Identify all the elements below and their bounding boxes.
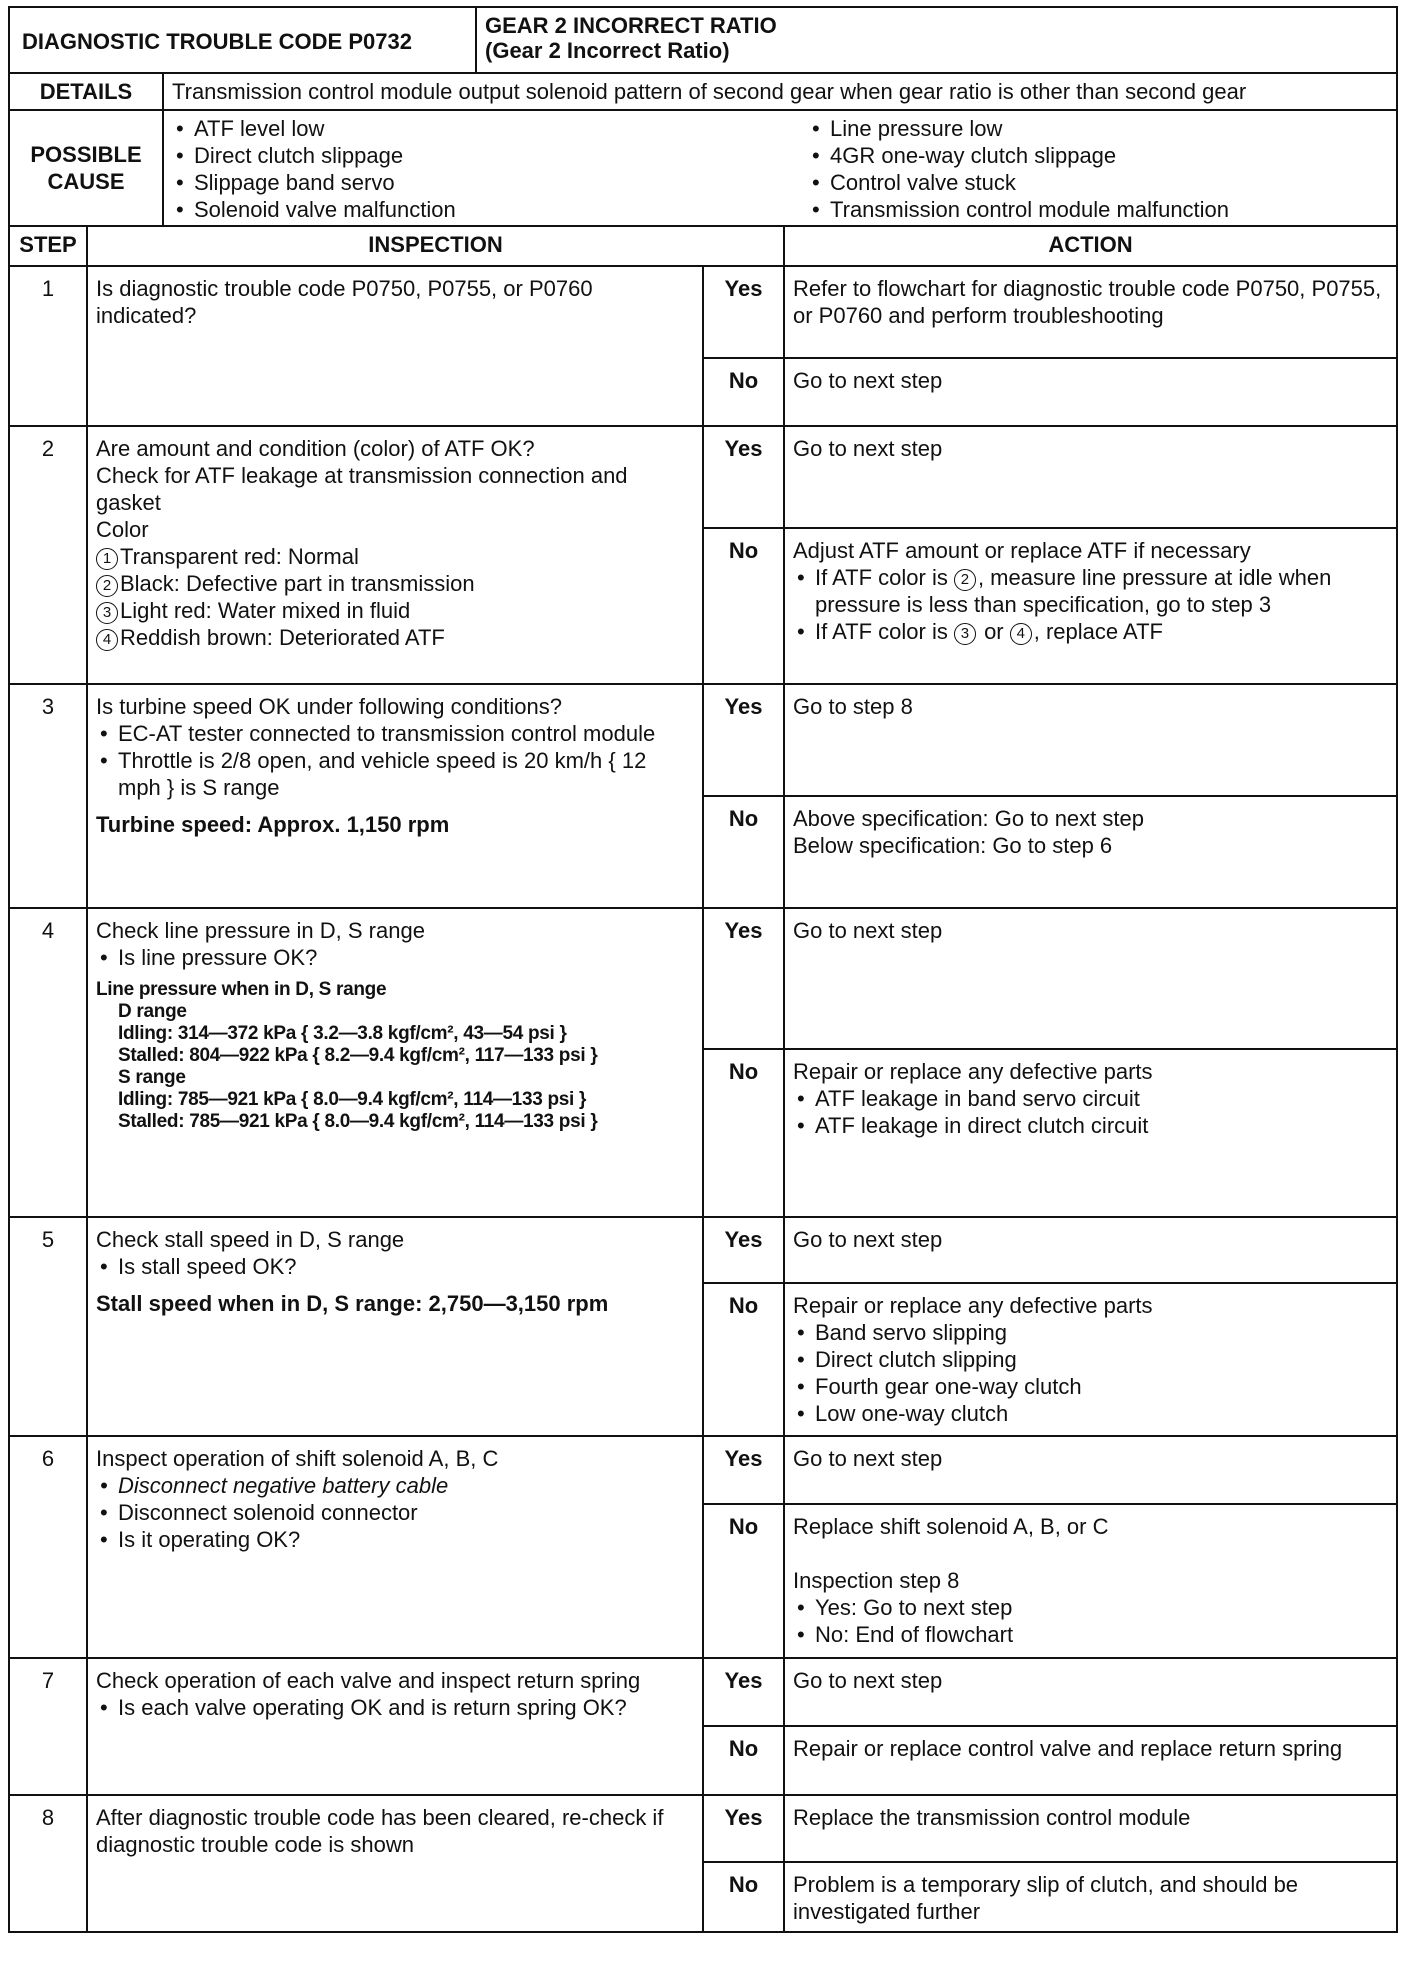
spec-value: Turbine speed: Approx. 1,150 rpm: [96, 812, 450, 837]
circled-number: 2: [96, 575, 118, 597]
yes-action: Go to next step: [784, 426, 1397, 528]
yes-label: Yes: [703, 266, 784, 358]
step-inspection: [87, 426, 703, 684]
inspection-bullets: [96, 1472, 694, 1553]
possible-cause-content: [163, 110, 1397, 226]
list-item: • ATF leakage in direct clutch circuit: [793, 1112, 1388, 1139]
list-item: • EC-AT tester connected to transmission control module: [96, 720, 694, 747]
table-row: [9, 1217, 1397, 1283]
dtc-title-line1: GEAR 2 INCORRECT RATIO: [485, 13, 777, 38]
circled-number: 2: [954, 569, 976, 591]
inspection-bullets: [96, 720, 694, 801]
step-number: 8: [9, 1795, 87, 1932]
yes-action: Go to next step: [784, 1658, 1397, 1726]
spec-title: Line pressure when in D, S range: [96, 979, 387, 1000]
table-row: [9, 426, 1397, 528]
list-item: • Is it operating OK?: [96, 1526, 694, 1553]
action-bullets: [793, 1085, 1388, 1139]
list-item: • Is line pressure OK?: [96, 944, 694, 971]
action-bullets: [793, 1594, 1388, 1648]
yes-label: Yes: [703, 684, 784, 796]
dtc-code-label: DIAGNOSTIC TROUBLE CODE P0732: [9, 7, 476, 73]
inspection-bullets: [96, 1253, 694, 1280]
action-line: Replace shift solenoid A, B, or C: [793, 1514, 1109, 1539]
list-item: • Band servo slipping: [793, 1319, 1388, 1346]
step-inspection: [87, 1658, 703, 1795]
no-action: [784, 1504, 1397, 1658]
list-item: • Transmission control module malfunction: [808, 196, 1229, 223]
no-action: Problem is a temporary slip of clutch, and should be investigated further: [784, 1862, 1397, 1932]
no-label: No: [703, 1049, 784, 1217]
column-header-step: STEP: [9, 226, 87, 266]
circled-number: 3: [954, 623, 976, 645]
step-inspection: Is diagnostic trouble code P0750, P0755, or P0760 indicated?: [87, 266, 703, 426]
list-item: • Fourth gear one-way clutch: [793, 1373, 1388, 1400]
summary-table: [8, 72, 1398, 227]
action-line: Repair or replace any defective parts: [793, 1293, 1153, 1318]
no-label: No: [703, 358, 784, 426]
yes-label: Yes: [703, 908, 784, 1049]
table-row: [9, 684, 1397, 796]
color-item: [96, 570, 694, 597]
list-item: • Slippage band servo: [172, 169, 812, 196]
spec-value: Stall speed when in D, S range: 2,750—3,150 rpm: [96, 1291, 609, 1316]
details-label: DETAILS: [9, 73, 163, 110]
step-inspection: [87, 1436, 703, 1658]
list-item: • Direct clutch slipping: [793, 1346, 1388, 1373]
column-header-action: ACTION: [784, 226, 1397, 266]
step-number: 3: [9, 684, 87, 908]
list-item: • 4GR one-way clutch slippage: [808, 142, 1229, 169]
dtc-title-line2: (Gear 2 Incorrect Ratio): [485, 38, 730, 63]
inspection-line: Check line pressure in D, S range: [96, 918, 425, 943]
color-item: [96, 543, 694, 570]
color-text: Black: Defective part in transmission: [120, 571, 475, 596]
yes-label: Yes: [703, 1217, 784, 1283]
action-line: Above specification: Go to next step: [793, 806, 1144, 831]
list-item: • If ATF color is 3 or 4 , replace ATF: [793, 618, 1388, 645]
circled-number: 3: [96, 602, 118, 624]
list-item: • ATF level low: [172, 115, 812, 142]
yes-action: Refer to flowchart for diagnostic trouble code P0750, P0755, or P0760 and perform troubleshooting: [784, 266, 1397, 358]
list-item: • Direct clutch slippage: [172, 142, 812, 169]
yes-action: Go to step 8: [784, 684, 1397, 796]
list-item: • Control valve stuck: [808, 169, 1229, 196]
no-action: Repair or replace control valve and replace return spring: [784, 1726, 1397, 1795]
column-header-inspection: INSPECTION: [87, 226, 784, 266]
yes-action: Go to next step: [784, 1436, 1397, 1504]
no-action: [784, 1049, 1397, 1217]
color-text: Light red: Water mixed in fluid: [120, 598, 411, 623]
color-item: [96, 624, 694, 651]
inspection-line: Are amount and condition (color) of ATF OK?: [96, 436, 535, 461]
line-pressure-spec: [96, 979, 694, 1133]
yes-label: Yes: [703, 1795, 784, 1862]
possible-cause-label: [9, 110, 163, 226]
yes-label: Yes: [703, 1436, 784, 1504]
header-table: [8, 6, 1398, 74]
list-item: • Disconnect solenoid connector: [96, 1499, 694, 1526]
action-line: Adjust ATF amount or replace ATF if necessary: [793, 538, 1251, 563]
list-item: • ATF leakage in band servo circuit: [793, 1085, 1388, 1112]
no-label: No: [703, 1726, 784, 1795]
table-row: [9, 1436, 1397, 1504]
dtc-title: [476, 7, 1397, 73]
table-row: [9, 1658, 1397, 1726]
no-label: No: [703, 1862, 784, 1932]
inspection-line: Check operation of each valve and inspect return spring: [96, 1668, 641, 1693]
no-label: No: [703, 796, 784, 908]
inspection-line: Check for ATF leakage at transmission connection and gasket: [96, 463, 628, 515]
list-item: • Throttle is 2/8 open, and vehicle speed is 20 km/h { 12 mph } is S range: [96, 747, 694, 801]
yes-label: Yes: [703, 1658, 784, 1726]
list-item: • Is stall speed OK?: [96, 1253, 694, 1280]
step-number: 1: [9, 266, 87, 426]
list-item: • Line pressure low: [808, 115, 1229, 142]
no-action: [784, 528, 1397, 684]
no-label: No: [703, 528, 784, 684]
spec-line: Stalled: 804—922 kPa { 8.2—9.4 kgf/cm², 117—133 psi }: [118, 1045, 598, 1066]
action-subheading: Inspection step 8: [793, 1568, 960, 1593]
spec-range: S range: [118, 1067, 186, 1088]
possible-cause-label-line2: CAUSE: [47, 169, 125, 194]
list-item: • Low one-way clutch: [793, 1400, 1388, 1427]
list-item: • If ATF color is 2 , measure line pressure at idle when pressure is less than specification, go to step 3: [793, 564, 1388, 618]
yes-label: Yes: [703, 426, 784, 528]
step-inspection: After diagnostic trouble code has been cleared, re-check if diagnostic trouble code is shown: [87, 1795, 703, 1932]
yes-action: Replace the transmission control module: [784, 1795, 1397, 1862]
possible-cause-label-line1: POSSIBLE: [30, 142, 142, 167]
action-line: Below specification: Go to step 6: [793, 833, 1113, 858]
table-row: [9, 266, 1397, 358]
inspection-line: Check stall speed in D, S range: [96, 1227, 405, 1252]
inspection-line: Inspect operation of shift solenoid A, B, C: [96, 1446, 499, 1471]
possible-cause-list-right: [800, 111, 1237, 225]
spec-line: Idling: 314—372 kPa { 3.2—3.8 kgf/cm², 43—54 psi }: [118, 1023, 567, 1044]
inspection-line: Color: [96, 517, 149, 542]
inspection-bullets: [96, 1694, 694, 1721]
circled-number: 1: [96, 548, 118, 570]
step-number: 4: [9, 908, 87, 1217]
circled-number: 4: [96, 629, 118, 651]
no-action: [784, 1283, 1397, 1436]
inspection-line: Is turbine speed OK under following conditions?: [96, 694, 562, 719]
action-bullets: [793, 1319, 1388, 1427]
step-number: 7: [9, 1658, 87, 1795]
action-bullets: [793, 564, 1388, 645]
diagnostic-page: [8, 6, 1398, 1933]
list-item: • Disconnect negative battery cable: [96, 1472, 694, 1499]
yes-action: Go to next step: [784, 908, 1397, 1049]
spec-range: D range: [118, 1001, 187, 1022]
list-item: • Solenoid valve malfunction: [172, 196, 812, 223]
step-inspection: [87, 684, 703, 908]
list-item: • No: End of flowchart: [793, 1621, 1388, 1648]
no-label: No: [703, 1283, 784, 1436]
inspection-bullets: [96, 944, 694, 971]
color-item: [96, 597, 694, 624]
no-action: [784, 796, 1397, 908]
details-text: Transmission control module output solenoid pattern of second gear when gear ratio is other than second gear: [163, 73, 1397, 110]
spec-line: Stalled: 785—921 kPa { 8.0—9.4 kgf/cm², 114—133 psi }: [118, 1111, 598, 1132]
spec-line: Idling: 785—921 kPa { 8.0—9.4 kgf/cm², 114—133 psi }: [118, 1089, 587, 1110]
list-item: • Is each valve operating OK and is return spring OK?: [96, 1694, 694, 1721]
step-number: 5: [9, 1217, 87, 1436]
step-inspection: [87, 908, 703, 1217]
step-inspection: [87, 1217, 703, 1436]
color-text: Transparent red: Normal: [120, 544, 359, 569]
list-item: • Yes: Go to next step: [793, 1594, 1388, 1621]
table-row: [9, 1795, 1397, 1862]
circled-number: 4: [1010, 623, 1032, 645]
step-number: 6: [9, 1436, 87, 1658]
yes-action: Go to next step: [784, 1217, 1397, 1283]
action-line: Repair or replace any defective parts: [793, 1059, 1153, 1084]
step-number: 2: [9, 426, 87, 684]
color-text: Reddish brown: Deteriorated ATF: [120, 625, 445, 650]
no-action: Go to next step: [784, 358, 1397, 426]
no-label: No: [703, 1504, 784, 1658]
possible-cause-list-left: [164, 111, 820, 225]
steps-table: [8, 225, 1398, 1933]
table-row: [9, 908, 1397, 1049]
